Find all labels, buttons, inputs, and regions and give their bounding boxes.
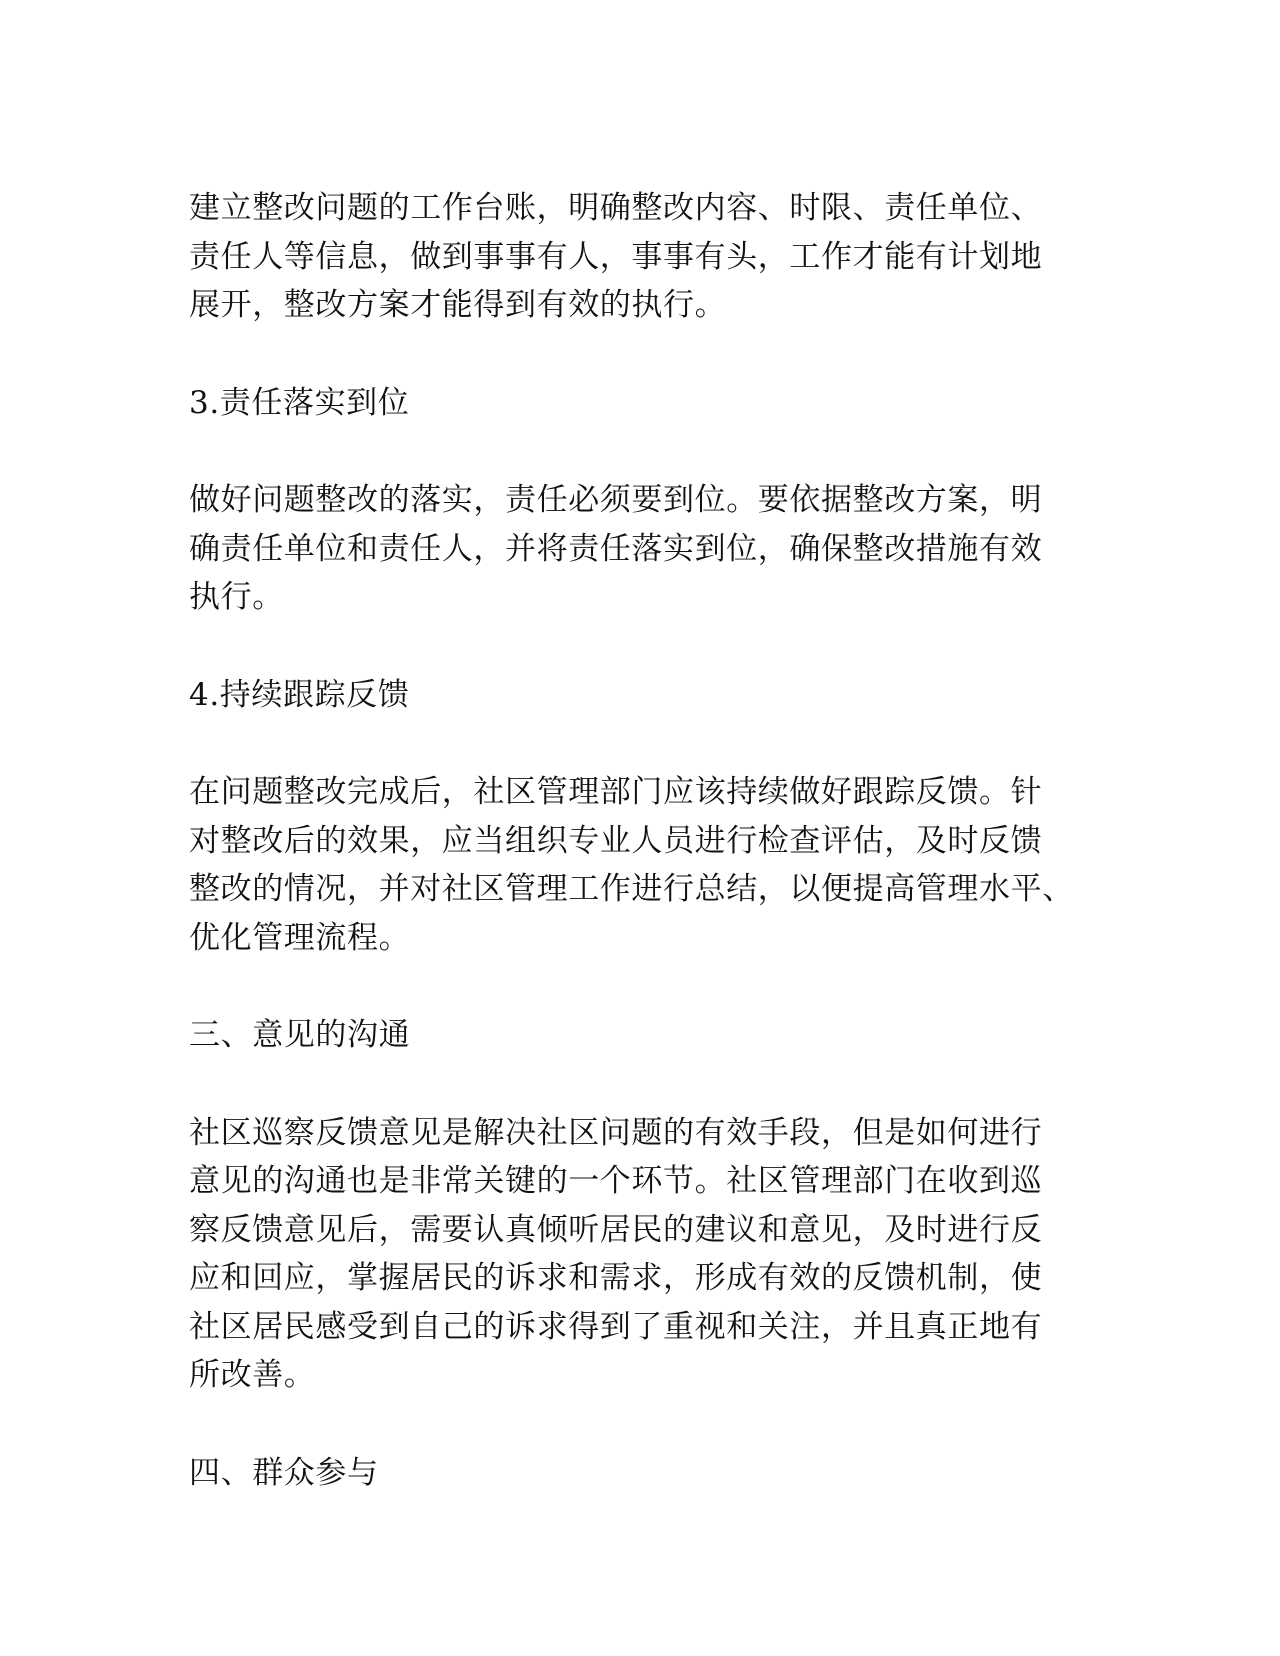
text-line: 社区巡察反馈意见是解决社区问题的有效手段，但是如何进行 (189, 1114, 1043, 1151)
text-line: 整改的情况，并对社区管理工作进行总结，以便提高管理水平、 (189, 871, 1074, 907)
text-line: 优化管理流程。 (189, 919, 411, 956)
text-line: 意见的沟通也是非常关键的一个环节。社区管理部门在收到巡 (189, 1163, 1043, 1199)
text-line: 展开，整改方案才能得到有效的执行。 (189, 287, 727, 323)
paragraph-ledger (189, 184, 1089, 330)
document-body (189, 184, 1089, 1546)
paragraph-tracking (189, 768, 1089, 962)
section-heading-participation: 四、群众参与 (189, 1454, 379, 1491)
text-line: 责任人等信息，做到事事有人，事事有头，工作才能有计划地 (189, 238, 1043, 275)
text-line: 察反馈意见后，需要认真倾听居民的建议和意见，及时进行反 (189, 1211, 1043, 1248)
section-heading-responsibility: 3.责任落实到位 (189, 384, 410, 421)
text-line: 确责任单位和责任人，并将责任落实到位，确保整改措施有效 (189, 530, 1043, 567)
paragraph-responsibility (189, 476, 1089, 622)
section-heading-tracking: 4.持续跟踪反馈 (189, 676, 410, 713)
text-line: 做好问题整改的落实，责任必须要到位。要依据整改方案，明 (189, 482, 1043, 518)
section-heading-communication: 三、意见的沟通 (189, 1017, 411, 1053)
text-line: 所改善。 (189, 1357, 316, 1393)
text-line: 对整改后的效果，应当组织专业人员进行检查评估，及时反馈 (189, 822, 1043, 859)
paragraph-communication (189, 1109, 1089, 1400)
text-line: 执行。 (189, 579, 284, 615)
text-line: 建立整改问题的工作台账，明确整改内容、时限、责任单位、 (189, 190, 1043, 226)
text-line: 社区居民感受到自己的诉求得到了重视和关注，并且真正地有 (189, 1308, 1043, 1345)
text-line: 在问题整改完成后，社区管理部门应该持续做好跟踪反馈。针 (189, 774, 1043, 810)
text-line: 应和回应，掌握居民的诉求和需求，形成有效的反馈机制，使 (189, 1260, 1043, 1296)
